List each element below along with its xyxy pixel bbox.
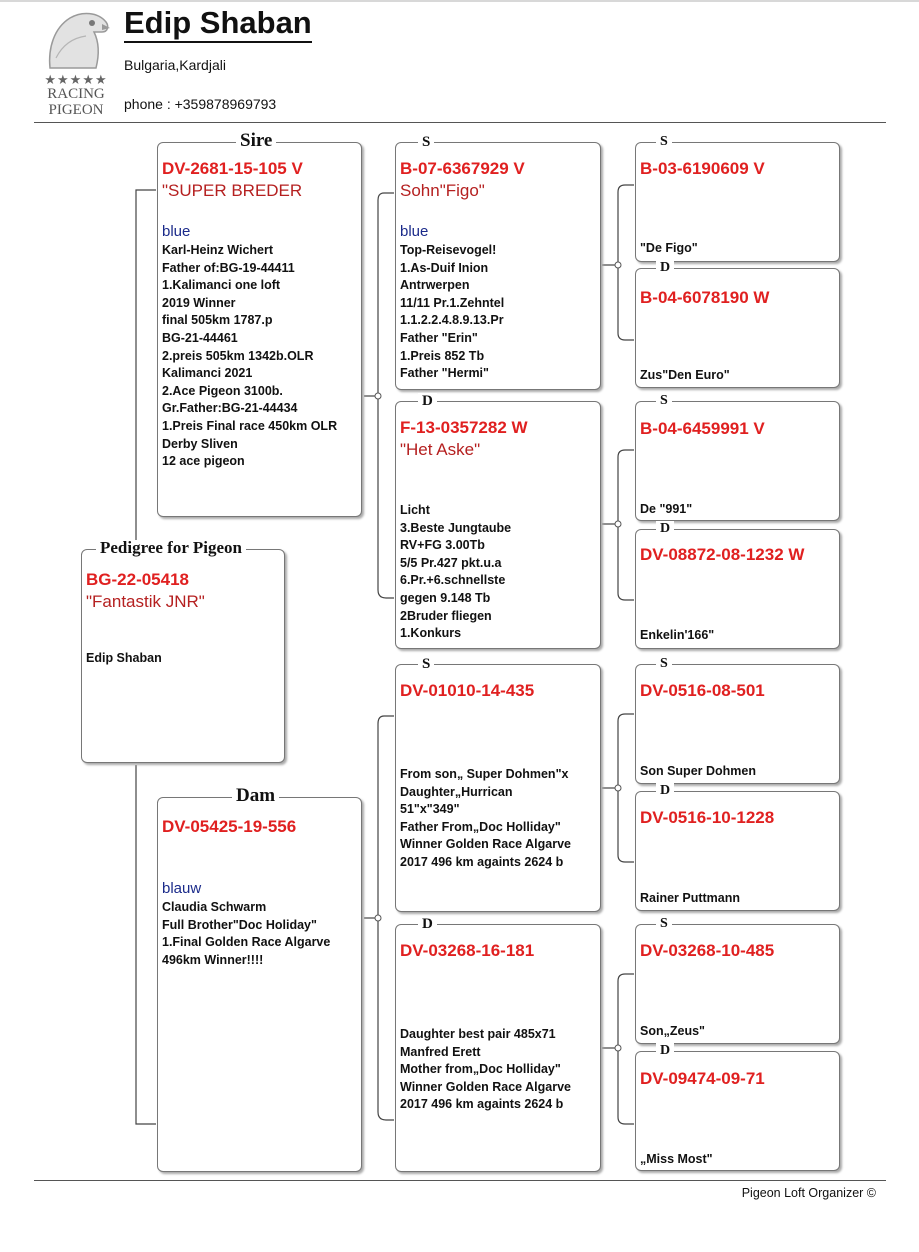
gen3-ring-number: DV-0516-10-1228 xyxy=(640,808,775,827)
gen3-box[interactable] xyxy=(635,783,840,911)
gen3-ring-number: B-04-6459991 V xyxy=(640,419,765,438)
gen3-label: D xyxy=(656,521,674,537)
owner-location: Bulgaria,Kardjali xyxy=(124,57,226,73)
dam-sire-ring-number: DV-01010-14-435 xyxy=(400,681,535,700)
gen3-note: Zus"Den Euro" xyxy=(640,368,730,382)
logo-stars: ★★★★★ xyxy=(44,72,108,87)
dam-sire-info: From son„ Super Dohmen"x Daughter„Hurrican 51"x"349" Father From„Doc Holliday" Winner Golden Race Algarve 2017 496 km againts 2624 b xyxy=(400,767,571,869)
gen3-box[interactable] xyxy=(635,916,840,1044)
dam-dam-label: D xyxy=(418,916,437,932)
gen3-label: D xyxy=(656,260,674,276)
gen3-box[interactable] xyxy=(635,134,840,262)
sire-dam-ring-number: F-13-0357282 W xyxy=(400,418,528,437)
sire-dam-name: "Het Aske" xyxy=(400,440,481,459)
sire-box[interactable] xyxy=(157,130,362,517)
subject-name: "Fantastik JNR" xyxy=(86,592,205,611)
dam-label: Dam xyxy=(232,788,279,804)
gen3-ring-number: DV-08872-08-1232 W xyxy=(640,545,805,564)
dam-sire-label: S xyxy=(418,656,434,672)
gen3-label: S xyxy=(656,656,672,672)
dam-dam-box[interactable] xyxy=(395,916,601,1172)
gen3-note: Rainer Puttmann xyxy=(640,891,741,905)
logo-text-racing: RACING xyxy=(47,86,105,102)
subject-owner: Edip Shaban xyxy=(86,651,162,665)
gen3-label: S xyxy=(656,134,672,150)
owner-phone: phone : +359878969793 xyxy=(124,96,277,112)
sire-label: Sire xyxy=(236,133,276,149)
sire-sire-color: blue xyxy=(400,223,429,240)
gen3-note: Son„Zeus" xyxy=(640,1024,705,1038)
gen3-box[interactable] xyxy=(635,1043,840,1171)
gen3-note: "De Figo" xyxy=(640,241,698,255)
gen3-box[interactable] xyxy=(635,656,840,784)
subject-ring-number: BG-22-05418 xyxy=(86,570,190,589)
logo-text-pigeon: PIGEON xyxy=(48,102,104,118)
sire-name: "SUPER BREDER xyxy=(162,181,303,200)
gen3-ring-number: B-04-6078190 W xyxy=(640,288,770,307)
gen3-label: S xyxy=(656,393,672,409)
gen3-ring-number: DV-0516-08-501 xyxy=(640,681,765,700)
sire-dam-info: Licht 3.Beste Jungtaube RV+FG 3.00Tb 5/5 Pr.427 pkt.u.a 6.Pr.+6.schnellste gegen 9.148 Tb 2Bruder fliegen 1.Konkurs xyxy=(400,503,512,641)
copyright-text: Pigeon Loft Organizer © xyxy=(741,1186,876,1200)
owner-name: Edip Shaban xyxy=(124,6,312,43)
sire-info: Karl-Heinz Wichert Father of:BG-19-44411 1.Kalimanci one loft 2019 Winner final 505km 1787.p BG-21-44461 2.preis 505km 1342b.OLR Kalimanci 2021 2.Ace Pigeon 3100b. Gr.Father:BG-21-44434 1.Preis Final race 450km OLR Derby Sliven 12 ace pigeon xyxy=(162,243,338,469)
sire-dam-box[interactable] xyxy=(395,393,601,649)
dam-sire-box[interactable] xyxy=(395,656,601,912)
gen3-label: S xyxy=(656,916,672,932)
sire-sire-label: S xyxy=(418,134,434,150)
dam-dam-ring-number: DV-03268-16-181 xyxy=(400,941,535,960)
dam-box[interactable] xyxy=(157,785,362,1172)
gen3-note: Son Super Dohmen xyxy=(640,764,756,778)
dam-color: blauw xyxy=(162,880,202,897)
dam-info: Claudia Schwarm Full Brother"Doc Holiday" 1.Final Golden Race Algarve 496km Winner!!!! xyxy=(162,900,331,967)
subject-pigeon-box[interactable] xyxy=(81,538,285,763)
gen3-box[interactable] xyxy=(635,521,840,649)
gen3-ring-number: B-03-6190609 V xyxy=(640,159,765,178)
gen3-note: Enkelin'166" xyxy=(640,628,715,642)
footer-divider xyxy=(34,1180,886,1181)
gen3-label: D xyxy=(656,783,674,799)
gen3-label: D xyxy=(656,1043,674,1059)
gen3-ring-number: DV-09474-09-71 xyxy=(640,1069,765,1088)
gen3-ring-number: DV-03268-10-485 xyxy=(640,941,775,960)
sire-ring-number: DV-2681-15-105 V xyxy=(162,159,303,178)
sire-sire-name: Sohn"Figo" xyxy=(400,181,485,200)
subject-label: Pedigree for Pigeon xyxy=(96,540,246,556)
sire-sire-box[interactable] xyxy=(395,134,601,390)
dam-dam-info: Daughter best pair 485x71 Manfred Erett Mother from„Doc Holliday" Winner Golden Race Algarve 2017 496 km againts 2624 b xyxy=(400,1027,571,1112)
gen3-note: „Miss Most" xyxy=(640,1152,713,1166)
gen3-box[interactable] xyxy=(635,260,840,388)
sire-sire-ring-number: B-07-6367929 V xyxy=(400,159,525,178)
sire-dam-label: D xyxy=(418,393,437,409)
sire-color: blue xyxy=(162,223,191,240)
dam-ring-number: DV-05425-19-556 xyxy=(162,817,297,836)
gen3-note: De "991" xyxy=(640,502,693,516)
gen3-box[interactable] xyxy=(635,393,840,521)
sire-sire-info: Top-Reisevogel! 1.As-Duif Inion Antrwerpen 11/11 Pr.1.Zehntel 1.1.2.2.4.8.9.13.Pr Father "Erin" 1.Preis 852 Tb Father "Hermi" xyxy=(400,243,505,381)
